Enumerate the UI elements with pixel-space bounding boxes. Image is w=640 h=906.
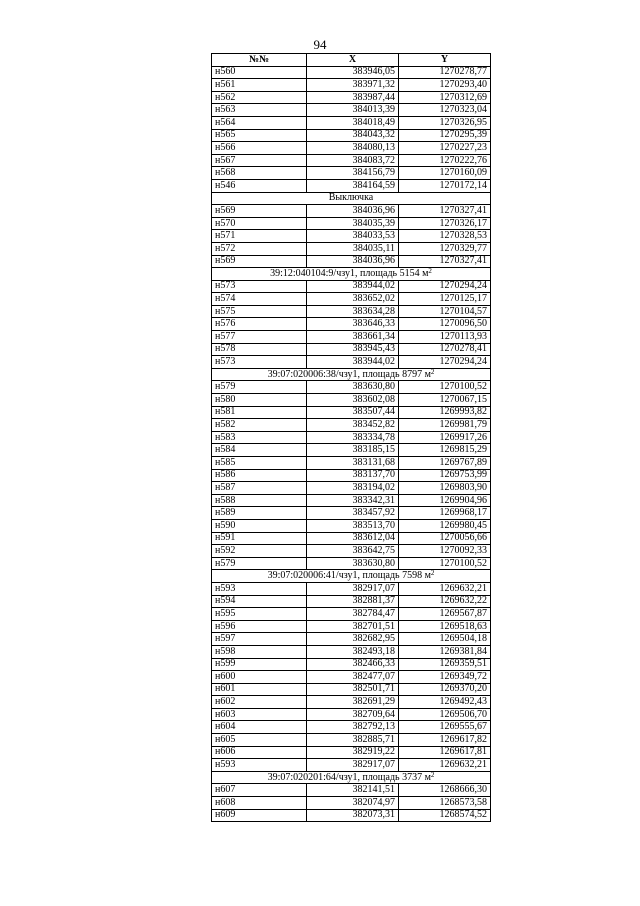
y-coordinate-cell: 1269632,22 xyxy=(399,595,491,608)
x-coordinate-cell: 384080,13 xyxy=(307,142,399,155)
point-id-cell: н588 xyxy=(212,494,307,507)
point-id-cell: н573 xyxy=(212,356,307,369)
y-coordinate-cell: 1269917,26 xyxy=(399,431,491,444)
x-coordinate-cell: 383452,82 xyxy=(307,419,399,432)
y-coordinate-cell: 1270067,15 xyxy=(399,394,491,407)
x-coordinate-cell: 383971,32 xyxy=(307,79,399,92)
point-id-cell: н546 xyxy=(212,179,307,192)
point-id-cell: н567 xyxy=(212,154,307,167)
x-coordinate-cell: 383646,33 xyxy=(307,318,399,331)
x-coordinate-cell: 383652,02 xyxy=(307,293,399,306)
x-coordinate-cell: 383334,78 xyxy=(307,431,399,444)
table-row xyxy=(212,557,491,570)
point-id-cell: н585 xyxy=(212,457,307,470)
point-id-cell: н581 xyxy=(212,406,307,419)
y-coordinate-cell: 1269567,87 xyxy=(399,608,491,621)
section-title xyxy=(212,771,491,784)
point-id-cell: н579 xyxy=(212,557,307,570)
y-coordinate-cell: 1269381,84 xyxy=(399,645,491,658)
table-header xyxy=(212,54,491,67)
table-row xyxy=(212,645,491,658)
x-coordinate-cell: 382074,97 xyxy=(307,797,399,810)
table-row xyxy=(212,658,491,671)
point-id-cell: н564 xyxy=(212,116,307,129)
table-row xyxy=(212,519,491,532)
y-coordinate-cell: 1269980,45 xyxy=(399,519,491,532)
table-row xyxy=(212,255,491,268)
x-coordinate-cell: 382917,07 xyxy=(307,759,399,772)
y-coordinate-cell: 1268666,30 xyxy=(399,784,491,797)
section-row xyxy=(212,268,491,281)
x-coordinate-cell: 384036,96 xyxy=(307,205,399,218)
point-id-cell: н600 xyxy=(212,671,307,684)
table-row xyxy=(212,116,491,129)
y-coordinate-cell: 1269370,20 xyxy=(399,683,491,696)
point-id-cell: н601 xyxy=(212,683,307,696)
section-title-text: 39:07:020006:38/чзу1, площадь 8797 м xyxy=(267,368,431,380)
table-row xyxy=(212,784,491,797)
table-row xyxy=(212,394,491,407)
point-id-cell: н607 xyxy=(212,784,307,797)
point-id-cell: н565 xyxy=(212,129,307,142)
section-title xyxy=(212,192,491,205)
table-row xyxy=(212,305,491,318)
y-coordinate-cell: 1270294,24 xyxy=(399,280,491,293)
point-id-cell: н580 xyxy=(212,394,307,407)
x-coordinate-cell: 383194,02 xyxy=(307,482,399,495)
section-title xyxy=(212,268,491,281)
y-coordinate-cell: 1270326,17 xyxy=(399,217,491,230)
table-row xyxy=(212,217,491,230)
x-coordinate-cell: 382919,22 xyxy=(307,746,399,759)
x-coordinate-cell: 383602,08 xyxy=(307,394,399,407)
table-row xyxy=(212,205,491,218)
table-body xyxy=(212,66,491,822)
table-row xyxy=(212,469,491,482)
table-row xyxy=(212,683,491,696)
y-coordinate-cell: 1269504,18 xyxy=(399,633,491,646)
x-coordinate-cell: 382141,51 xyxy=(307,784,399,797)
point-id-cell: н597 xyxy=(212,633,307,646)
y-coordinate-cell: 1269555,67 xyxy=(399,721,491,734)
x-coordinate-cell: 383661,34 xyxy=(307,331,399,344)
y-coordinate-cell: 1269518,63 xyxy=(399,620,491,633)
x-coordinate-cell: 384043,32 xyxy=(307,129,399,142)
point-id-cell: н573 xyxy=(212,280,307,293)
point-id-cell: н579 xyxy=(212,381,307,394)
y-coordinate-cell: 1270327,41 xyxy=(399,255,491,268)
point-id-cell: н604 xyxy=(212,721,307,734)
y-coordinate-cell: 1270222,76 xyxy=(399,154,491,167)
table-row xyxy=(212,129,491,142)
y-coordinate-cell: 1270278,77 xyxy=(399,66,491,79)
point-id-cell: н576 xyxy=(212,318,307,331)
y-coordinate-cell: 1270327,41 xyxy=(399,205,491,218)
point-id-cell: н594 xyxy=(212,595,307,608)
y-coordinate-cell: 1270293,40 xyxy=(399,79,491,92)
point-id-cell: н563 xyxy=(212,104,307,117)
section-title-text: Выключка xyxy=(328,192,374,204)
point-id-cell: н569 xyxy=(212,205,307,218)
y-coordinate-cell: 1270113,93 xyxy=(399,331,491,344)
y-coordinate-cell: 1269349,72 xyxy=(399,671,491,684)
section-row xyxy=(212,368,491,381)
table-row xyxy=(212,482,491,495)
y-coordinate-cell: 1270160,09 xyxy=(399,167,491,180)
point-id-cell: н569 xyxy=(212,255,307,268)
y-coordinate-cell: 1269815,29 xyxy=(399,444,491,457)
section-unit-superscript: 2 xyxy=(430,368,435,376)
x-coordinate-cell: 383630,80 xyxy=(307,381,399,394)
point-id-cell: н593 xyxy=(212,759,307,772)
y-coordinate-cell: 1270278,41 xyxy=(399,343,491,356)
table-row xyxy=(212,142,491,155)
x-coordinate-cell: 383131,68 xyxy=(307,457,399,470)
point-id-cell: н560 xyxy=(212,66,307,79)
x-coordinate-cell: 384036,96 xyxy=(307,255,399,268)
table-row xyxy=(212,381,491,394)
y-coordinate-cell: 1270294,24 xyxy=(399,356,491,369)
section-unit-superscript: 2 xyxy=(428,267,432,275)
y-coordinate-cell: 1269617,81 xyxy=(399,746,491,759)
table-row xyxy=(212,79,491,92)
y-coordinate-cell: 1270328,53 xyxy=(399,230,491,243)
table-row xyxy=(212,759,491,772)
section-row xyxy=(212,771,491,784)
table-row xyxy=(212,154,491,167)
section-title-text: 39:07:020201:64/чзу1, площадь 3737 м xyxy=(267,771,431,783)
y-coordinate-cell: 1268574,52 xyxy=(399,809,491,822)
section-title-text: 39:07:020006:41/чзу1, площадь 7598 м xyxy=(267,570,431,582)
point-id-cell: н570 xyxy=(212,217,307,230)
x-coordinate-cell: 383944,02 xyxy=(307,280,399,293)
x-coordinate-cell: 382493,18 xyxy=(307,645,399,658)
y-coordinate-cell: 1270092,33 xyxy=(399,545,491,558)
x-coordinate-cell: 382784,47 xyxy=(307,608,399,621)
point-id-cell: н562 xyxy=(212,91,307,104)
y-coordinate-cell: 1270100,52 xyxy=(399,381,491,394)
point-id-cell: н582 xyxy=(212,419,307,432)
table-row xyxy=(212,91,491,104)
table-row xyxy=(212,331,491,344)
y-coordinate-cell: 1270326,95 xyxy=(399,116,491,129)
table-row xyxy=(212,582,491,595)
point-id-cell: н583 xyxy=(212,431,307,444)
table-row xyxy=(212,230,491,243)
point-id-cell: н603 xyxy=(212,708,307,721)
table-row xyxy=(212,419,491,432)
x-coordinate-cell: 384018,49 xyxy=(307,116,399,129)
point-id-cell: н574 xyxy=(212,293,307,306)
y-coordinate-cell: 1269617,82 xyxy=(399,734,491,747)
point-id-cell: н589 xyxy=(212,507,307,520)
x-coordinate-cell: 384013,39 xyxy=(307,104,399,117)
x-coordinate-cell: 383342,31 xyxy=(307,494,399,507)
x-coordinate-cell: 383137,70 xyxy=(307,469,399,482)
page-number: 94 xyxy=(313,37,327,52)
y-coordinate-cell: 1268573,58 xyxy=(399,797,491,810)
x-coordinate-cell: 382709,64 xyxy=(307,708,399,721)
table-row xyxy=(212,620,491,633)
y-coordinate-cell: 1270227,23 xyxy=(399,142,491,155)
table-row xyxy=(212,318,491,331)
x-coordinate-cell: 382792,13 xyxy=(307,721,399,734)
x-coordinate-cell: 384035,39 xyxy=(307,217,399,230)
y-coordinate-cell: 1269904,96 xyxy=(399,494,491,507)
table-row xyxy=(212,507,491,520)
y-coordinate-cell: 1270329,77 xyxy=(399,242,491,255)
table-row xyxy=(212,494,491,507)
table-row xyxy=(212,356,491,369)
point-id-cell: н572 xyxy=(212,242,307,255)
table-row xyxy=(212,532,491,545)
point-id-cell: н575 xyxy=(212,305,307,318)
x-coordinate-cell: 382691,29 xyxy=(307,696,399,709)
x-coordinate-cell: 382477,07 xyxy=(307,671,399,684)
section-title xyxy=(212,570,491,583)
point-id-cell: н586 xyxy=(212,469,307,482)
table-row xyxy=(212,721,491,734)
table-row xyxy=(212,708,491,721)
y-coordinate-cell: 1270096,50 xyxy=(399,318,491,331)
coordinates-table xyxy=(211,53,491,822)
x-coordinate-cell: 382073,31 xyxy=(307,809,399,822)
x-coordinate-cell: 382501,71 xyxy=(307,683,399,696)
y-coordinate-cell: 1269993,82 xyxy=(399,406,491,419)
y-coordinate-cell: 1270312,69 xyxy=(399,91,491,104)
point-id-cell: н568 xyxy=(212,167,307,180)
y-coordinate-cell: 1269803,90 xyxy=(399,482,491,495)
header-x: X xyxy=(307,54,399,67)
y-coordinate-cell: 1269981,79 xyxy=(399,419,491,432)
x-coordinate-cell: 383457,92 xyxy=(307,507,399,520)
x-coordinate-cell: 382917,07 xyxy=(307,582,399,595)
y-coordinate-cell: 1270172,14 xyxy=(399,179,491,192)
y-coordinate-cell: 1270056,66 xyxy=(399,532,491,545)
table-row xyxy=(212,293,491,306)
y-coordinate-cell: 1269632,21 xyxy=(399,759,491,772)
table-row xyxy=(212,406,491,419)
table-row xyxy=(212,809,491,822)
x-coordinate-cell: 383945,43 xyxy=(307,343,399,356)
y-coordinate-cell: 1270125,17 xyxy=(399,293,491,306)
point-id-cell: н578 xyxy=(212,343,307,356)
point-id-cell: н599 xyxy=(212,658,307,671)
x-coordinate-cell: 383612,04 xyxy=(307,532,399,545)
y-coordinate-cell: 1269632,21 xyxy=(399,582,491,595)
point-id-cell: н608 xyxy=(212,797,307,810)
section-title-text: 39:12:040104:9/чзу1, площадь 5154 м xyxy=(270,267,429,279)
x-coordinate-cell: 383944,02 xyxy=(307,356,399,369)
point-id-cell: н605 xyxy=(212,734,307,747)
y-coordinate-cell: 1269767,89 xyxy=(399,457,491,470)
section-unit-superscript: 2 xyxy=(430,771,435,779)
table-row xyxy=(212,734,491,747)
point-id-cell: н590 xyxy=(212,519,307,532)
y-coordinate-cell: 1270104,57 xyxy=(399,305,491,318)
point-id-cell: н592 xyxy=(212,545,307,558)
header-y: Y xyxy=(399,54,491,67)
x-coordinate-cell: 384083,72 xyxy=(307,154,399,167)
header-row xyxy=(212,54,491,67)
section-row xyxy=(212,570,491,583)
x-coordinate-cell: 383513,70 xyxy=(307,519,399,532)
y-coordinate-cell: 1269492,43 xyxy=(399,696,491,709)
table-row xyxy=(212,608,491,621)
x-coordinate-cell: 382701,51 xyxy=(307,620,399,633)
table-row xyxy=(212,457,491,470)
point-id-cell: н609 xyxy=(212,809,307,822)
y-coordinate-cell: 1270295,39 xyxy=(399,129,491,142)
table-row xyxy=(212,595,491,608)
table-row xyxy=(212,280,491,293)
table-row xyxy=(212,633,491,646)
table-row xyxy=(212,696,491,709)
x-coordinate-cell: 384035,11 xyxy=(307,242,399,255)
x-coordinate-cell: 382881,37 xyxy=(307,595,399,608)
x-coordinate-cell: 383507,44 xyxy=(307,406,399,419)
point-id-cell: н602 xyxy=(212,696,307,709)
table-row xyxy=(212,746,491,759)
table-row xyxy=(212,179,491,192)
x-coordinate-cell: 382885,71 xyxy=(307,734,399,747)
x-coordinate-cell: 383946,05 xyxy=(307,66,399,79)
point-id-cell: н587 xyxy=(212,482,307,495)
point-id-cell: н566 xyxy=(212,142,307,155)
header-number: №№ xyxy=(212,54,307,67)
table-row xyxy=(212,444,491,457)
x-coordinate-cell: 383634,28 xyxy=(307,305,399,318)
y-coordinate-cell: 1270323,04 xyxy=(399,104,491,117)
point-id-cell: н577 xyxy=(212,331,307,344)
point-id-cell: н591 xyxy=(212,532,307,545)
x-coordinate-cell: 383630,80 xyxy=(307,557,399,570)
table-row xyxy=(212,167,491,180)
y-coordinate-cell: 1269506,70 xyxy=(399,708,491,721)
y-coordinate-cell: 1269753,99 xyxy=(399,469,491,482)
y-coordinate-cell: 1269968,17 xyxy=(399,507,491,520)
section-unit-superscript: 2 xyxy=(430,569,435,578)
point-id-cell: н593 xyxy=(212,582,307,595)
x-coordinate-cell: 383185,15 xyxy=(307,444,399,457)
y-coordinate-cell: 1270100,52 xyxy=(399,557,491,570)
point-id-cell: н584 xyxy=(212,444,307,457)
x-coordinate-cell: 383987,44 xyxy=(307,91,399,104)
x-coordinate-cell: 384033,53 xyxy=(307,230,399,243)
x-coordinate-cell: 382466,33 xyxy=(307,658,399,671)
y-coordinate-cell: 1269359,51 xyxy=(399,658,491,671)
point-id-cell: н561 xyxy=(212,79,307,92)
table-row xyxy=(212,545,491,558)
x-coordinate-cell: 383642,75 xyxy=(307,545,399,558)
x-coordinate-cell: 384156,79 xyxy=(307,167,399,180)
x-coordinate-cell: 384164,59 xyxy=(307,179,399,192)
section-row xyxy=(212,192,491,205)
point-id-cell: н596 xyxy=(212,620,307,633)
table-row xyxy=(212,343,491,356)
table-row xyxy=(212,242,491,255)
section-title xyxy=(212,368,491,381)
x-coordinate-cell: 382682,95 xyxy=(307,633,399,646)
table-row xyxy=(212,797,491,810)
point-id-cell: н571 xyxy=(212,230,307,243)
point-id-cell: н598 xyxy=(212,645,307,658)
table-row xyxy=(212,431,491,444)
table-row xyxy=(212,671,491,684)
table-row xyxy=(212,66,491,79)
point-id-cell: н606 xyxy=(212,746,307,759)
table-row xyxy=(212,104,491,117)
point-id-cell: н595 xyxy=(212,608,307,621)
